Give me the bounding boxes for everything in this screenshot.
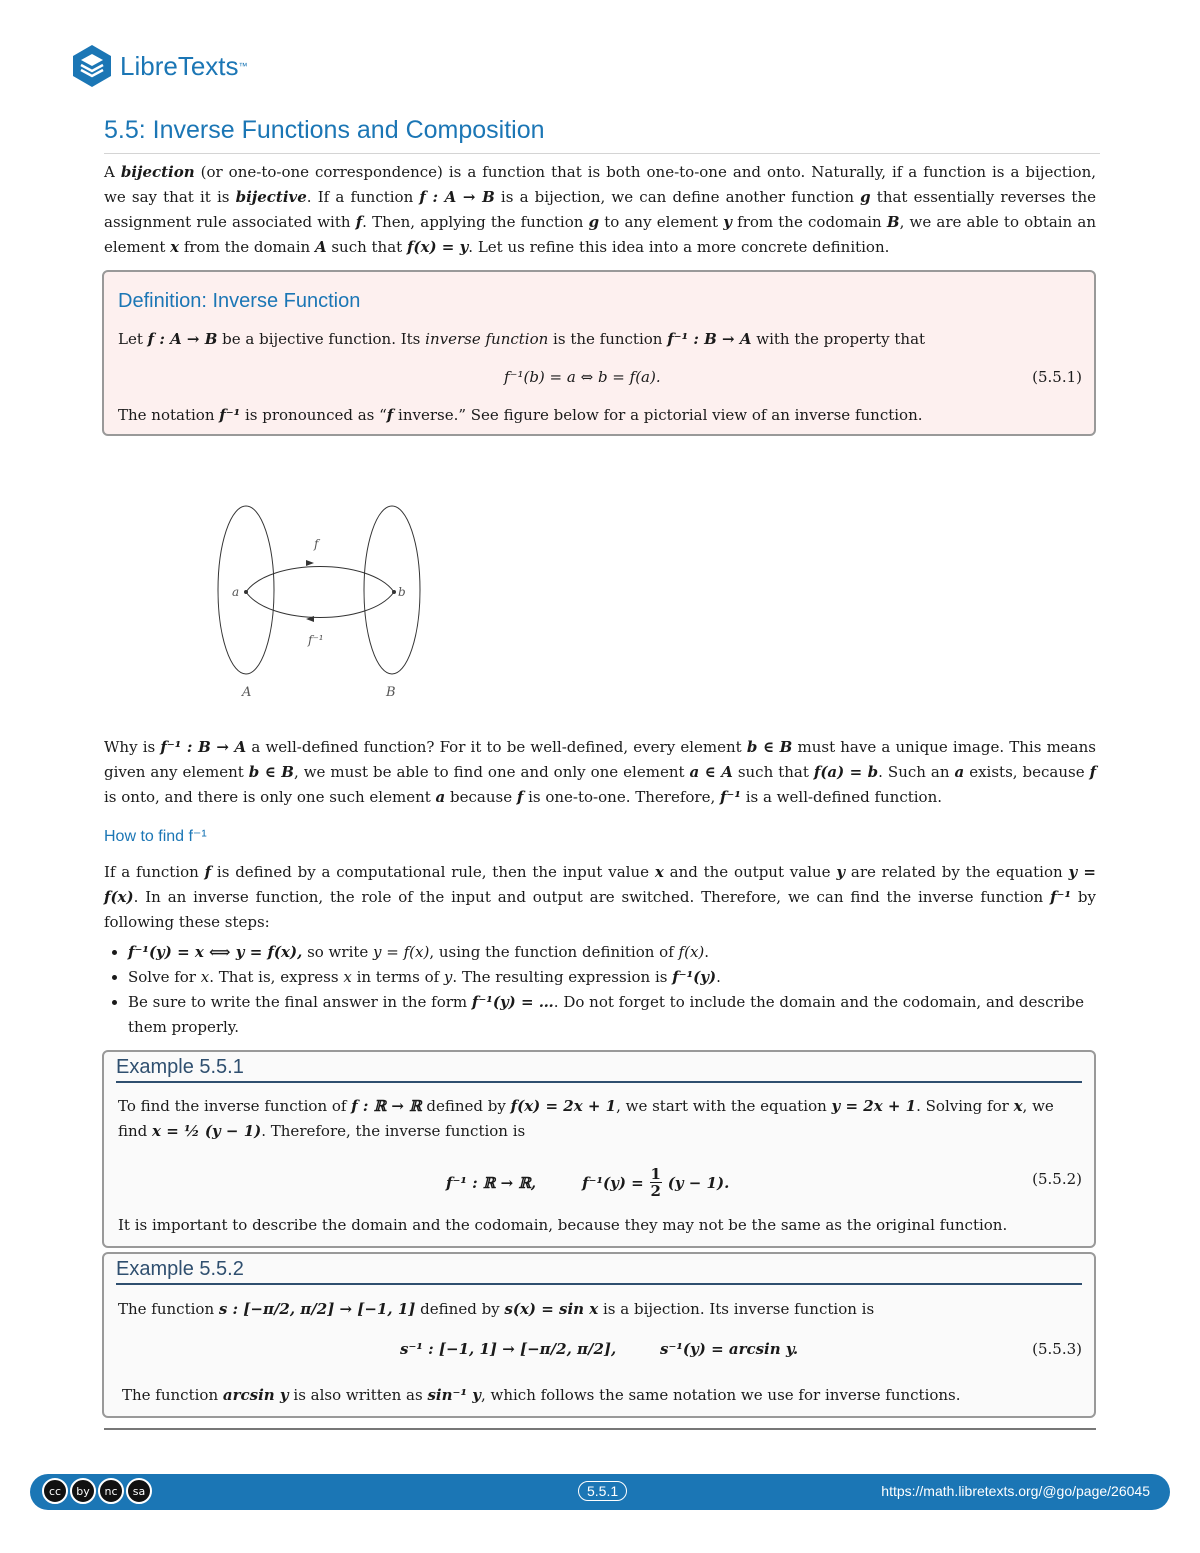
equation-number: (5.5.2) [1032,1170,1082,1188]
libretexts-logo-icon [70,43,114,89]
example-equation-right: s⁻¹(y) = arcsin y. [660,1340,799,1358]
point-b [392,590,396,594]
example-note: The function arcsin y is also written as sin⁻¹ y, which follows the same notation we use for inverse functions. [122,1386,961,1404]
bottom-divider [104,1428,1096,1430]
example-box-2 [102,1252,1096,1418]
why-paragraph: Why is f⁻¹ : B → A a well-defined function? For it to be well-defined, every element b ∈ B must have a unique image. This means given any element b ∈ B, we must be able to find one and only one element a ∈ A such that f(a) = b. Such an a exists, because f is onto, and there is only one such element a because f is one-to-one. Therefore, f⁻¹ is a well-defined function. [104,738,1097,806]
steps-list [104,940,1088,1040]
list-item: • Solve for x. That is, express x in terms of y. The resulting expression is f⁻¹(y). [128,965,1088,990]
label-set-a: A [242,685,252,700]
example-title: Example 5.5.1 [116,1056,1082,1083]
arrow-f-curve [246,567,394,593]
cc-icon: cc [42,1478,68,1504]
definition-title: Definition: Inverse Function [118,290,361,312]
label-b: b [398,585,406,599]
example-equation-left: s⁻¹ : [−1, 1] → [−π/2, π/2], [400,1340,617,1358]
label-set-b: B [386,685,396,700]
intro-paragraph: A bijection (or one-to-one correspondence) is a function that is both one-to-one and onto. Naturally, if a function is a bijection, we say that it is bijective. If a function f : A → B is a bijection, we can define another function g that essentially reverses the assignment rule associated with f. Then, applying the function g to any element y from the codomain B, we are able to obtain an element x from the domain A such that f(x) = y. Let us refine this idea into a more concrete definition. [104,163,1097,256]
logo-text: LibreTexts [120,50,239,81]
by-icon: by [70,1478,96,1504]
inverse-function-diagram [210,500,440,710]
how-to-find-heading: How to find f⁻¹ [104,828,207,845]
point-a [244,590,248,594]
howto-paragraph: If a function f is defined by a computational rule, then the input value x and the output value y are related by the equation y = f(x). In an inverse function, the role of the input and output are switched. Therefore, we can find the inverse function f⁻¹ by following these steps: [104,863,1096,931]
label-a: a [232,585,240,599]
label-finv: f⁻¹ [308,633,324,647]
equation-number: (5.5.1) [1032,368,1082,386]
example-box-1 [102,1050,1096,1248]
term-bijection: bijection [120,163,195,181]
arrow-f-head [306,560,314,566]
logo-trademark: ™ [238,61,248,71]
list-item: • Be sure to write the final answer in the form f⁻¹(y) = …. Do not forget to include the domain and the codomain, and describe them properly. [128,990,1088,1040]
example-text: The function s : [−π/2, π/2] → [−1, 1] defined by s(x) = sin x is a bijection. Its inverse function is [118,1300,875,1318]
definition-box [102,270,1096,436]
nc-icon: nc [98,1478,124,1504]
libretexts-logo[interactable] [70,42,248,90]
example-title: Example 5.5.2 [116,1258,1082,1285]
definition-text: Let f : A → B be a bijective function. Its inverse function is the function f⁻¹ : B → A with the property that [118,330,926,348]
term-bijective: bijective [235,188,307,206]
sa-icon: sa [126,1478,152,1504]
footer-bar [30,1474,1170,1510]
definition-note: The notation f⁻¹ is pronounced as “f inverse.” See figure below for a pictorial view of an inverse function. [118,406,923,424]
example-text: To find the inverse function of f : ℝ → ℝ defined by f(x) = 2x + 1, we start with the equation y = 2x + 1. Solving for x, we find x = ½ (y − 1). Therefore, the inverse function is [118,1097,1054,1140]
example-equation: f⁻¹ : ℝ → ℝ, f⁻¹(y) = 1 2 (y − 1). [446,1165,730,1200]
equation-number: (5.5.3) [1032,1340,1082,1358]
list-item: • f⁻¹(y) = x ⟺ y = f(x), so write y = f(x), using the function definition of f(x). [128,940,1088,965]
license-badge[interactable] [42,1478,152,1506]
example-note: It is important to describe the domain and the codomain, because they may not be the same as the original function. [118,1216,1008,1234]
label-f: f [314,537,319,551]
arrow-finv-curve [246,592,394,618]
page-number: 5.5.1 [578,1481,627,1501]
page-title: 5.5: Inverse Functions and Composition [104,116,1100,154]
definition-equation: f⁻¹(b) = a ⇔ b = f(a). [504,368,661,386]
page-url-link[interactable]: https://math.libretexts.org/@go/page/26045 [881,1483,1150,1499]
